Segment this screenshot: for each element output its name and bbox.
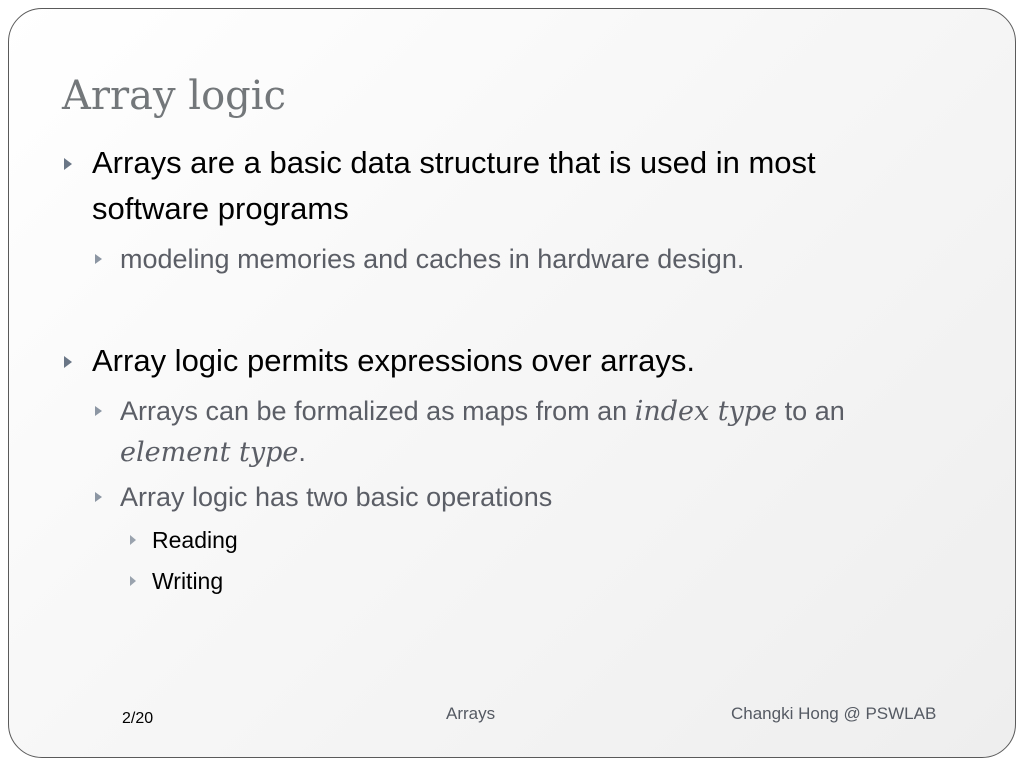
sub-sub-bullet-reading — [130, 523, 530, 557]
bullet-arrow-icon — [95, 254, 102, 264]
bullet-text: modeling memories and caches in hardware design. — [120, 244, 745, 274]
bullet-text: Array logic has two basic operations — [120, 482, 553, 512]
text-before: Arrays can be formalized as maps from an — [120, 396, 635, 426]
footer-author: Changki Hong @ PSWLAB — [731, 704, 937, 723]
bullet-arrow-icon — [95, 406, 102, 416]
bullet-arrow-icon — [95, 492, 102, 502]
emphasis-element-type: element type — [120, 437, 299, 468]
emphasis-index-type: index type — [634, 396, 778, 427]
bullet-text: Reading — [152, 527, 238, 553]
bullet-text: Writing — [152, 568, 224, 594]
bullet-arrow-icon — [64, 356, 72, 368]
bullet-arrow-icon — [130, 535, 136, 545]
bullet-text — [120, 391, 925, 473]
bullet-arrays-basic — [64, 140, 924, 232]
text-after: . — [298, 437, 306, 467]
bullet-arrow-icon — [64, 158, 72, 170]
footer-topic: Arrays — [446, 704, 496, 723]
sub-bullet-modeling-memories — [95, 239, 925, 279]
bullet-text: Array logic permits expressions over arrays. — [92, 343, 695, 378]
sub-sub-bullet-writing — [130, 564, 530, 598]
bullet-array-logic-permits — [64, 338, 924, 384]
bullet-text: Arrays are a basic data structure that is used in most software programs — [92, 145, 816, 226]
slide-title: Array logic — [62, 73, 286, 119]
sub-bullet-two-operations — [95, 477, 925, 517]
sub-bullet-formalized-maps — [95, 391, 925, 473]
footer-page-number: 2/20 — [122, 710, 154, 727]
bullet-arrow-icon — [130, 576, 136, 586]
text-middle: to an — [777, 396, 845, 426]
